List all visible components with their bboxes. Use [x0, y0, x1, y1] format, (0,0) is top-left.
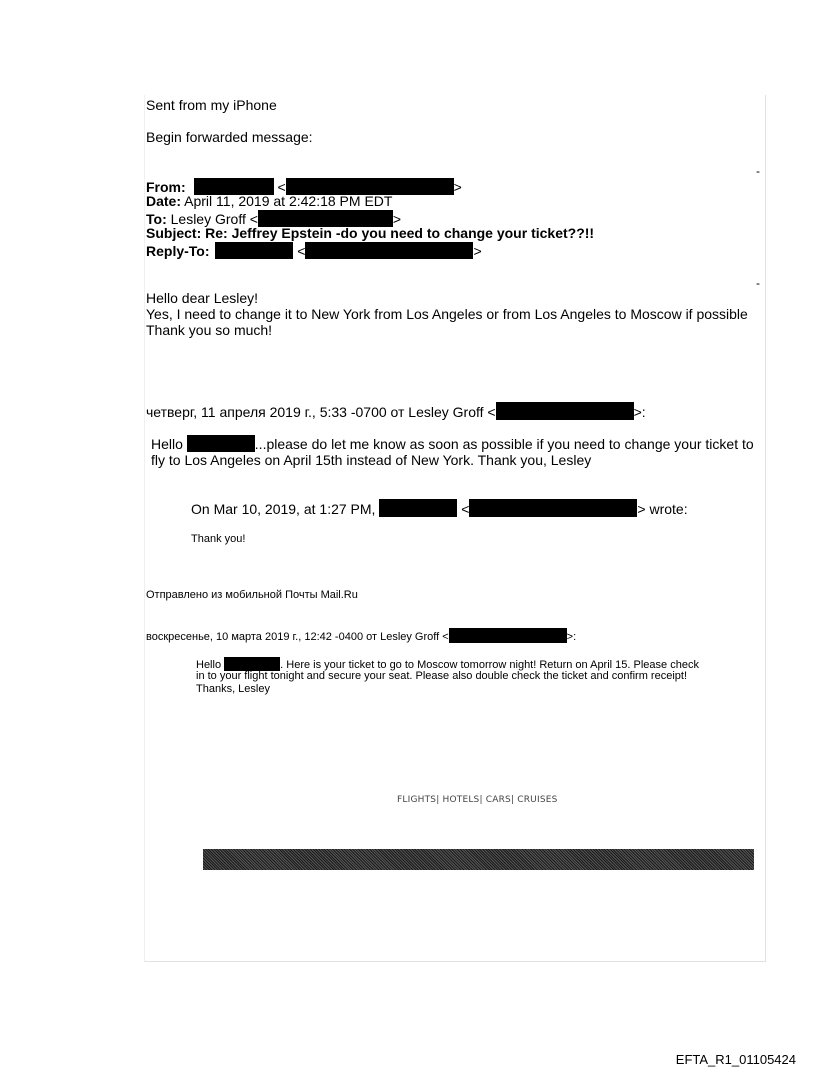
attribution-text: воскресенье, 10 марта 2019 г., 12:42 -0400 от Lesley Groff <	[146, 631, 449, 643]
redacted-email	[449, 628, 567, 643]
to-label: To:	[146, 211, 167, 227]
redacted-email	[496, 402, 634, 420]
reply-to-row	[146, 242, 482, 259]
sent-from-line: Sent from my iPhone	[146, 97, 277, 113]
quote-body-line	[151, 435, 754, 452]
attribution-text: четверг, 11 апреля 2019 г., 5:33 -0700 от Lesley Groff <	[146, 404, 496, 420]
quote-text: ...please do let me know as soon as possible if you need to change your ticket to	[254, 436, 754, 452]
document-id: EFTA_R1_01105424	[675, 1052, 796, 1067]
date-value: April 11, 2019 at 2:42:18 PM EDT	[184, 193, 393, 209]
quote-attribution	[146, 628, 576, 643]
angle-open: <	[277, 179, 286, 195]
quote-body-line: Thanks, Lesley	[196, 683, 270, 695]
redacted-email	[305, 242, 473, 259]
reply-line: Thank you so much!	[146, 322, 273, 338]
attribution-end: >:	[633, 404, 646, 420]
date-label: Date:	[146, 193, 182, 209]
from-label: From:	[146, 179, 186, 195]
angle-open: <	[297, 243, 306, 259]
reply-to-label: Reply-To:	[146, 243, 210, 259]
redacted-email	[469, 499, 637, 517]
hello-word: Hello	[151, 436, 183, 452]
attribution-end: > wrote:	[637, 501, 688, 517]
banner-image	[203, 849, 754, 870]
begin-forwarded-line: Begin forwarded message:	[146, 129, 313, 145]
quote-body-line: in to your flight tonight and secure your seat. Please also double check the ticket and confirm receipt!	[196, 670, 687, 682]
attribution-text: On Mar 10, 2019, at 1:27 PM,	[191, 501, 376, 517]
to-value: Lesley Groff <	[170, 211, 258, 227]
redacted-name	[379, 499, 457, 517]
thanks-line: Thank you!	[191, 533, 246, 545]
angle-close: >	[392, 211, 402, 227]
quote-body-line	[196, 657, 699, 671]
mail-signature: Отправлено из мобильной Почты Mail.Ru	[146, 589, 358, 601]
separator-mark: -	[756, 164, 760, 178]
date-row	[146, 194, 392, 208]
attribution-end: >:	[566, 631, 577, 643]
reply-greeting: Hello dear Lesley!	[146, 290, 259, 306]
quote-attribution	[146, 402, 646, 420]
redacted-name	[215, 242, 293, 259]
quote-attribution	[191, 499, 688, 517]
subject-value: Re: Jeffrey Epstein -do you need to change your ticket??!!	[205, 225, 595, 241]
hello-word: Hello	[196, 659, 222, 671]
angle-close: >	[453, 179, 462, 195]
quote-body-line: fly to Los Angeles on April 15th instead of New York. Thank you, Lesley	[151, 452, 592, 468]
subject-row	[146, 226, 594, 240]
travel-links[interactable]: FLIGHTS| HOTELS| CARS| CRUISES	[397, 795, 558, 805]
redacted-name	[187, 435, 255, 452]
subject-label: Subject:	[146, 225, 202, 241]
angle-open: <	[461, 501, 470, 517]
reply-line: Yes, I need to change it to New York from Los Angeles or from Los Angeles to Moscow if possible	[146, 306, 748, 322]
separator-mark: -	[756, 276, 760, 290]
angle-close: >	[473, 243, 482, 259]
redacted-name	[224, 657, 280, 671]
quote-text: . Here is your ticket to go to Moscow tomorrow night! Return on April 15. Please check	[280, 659, 699, 671]
